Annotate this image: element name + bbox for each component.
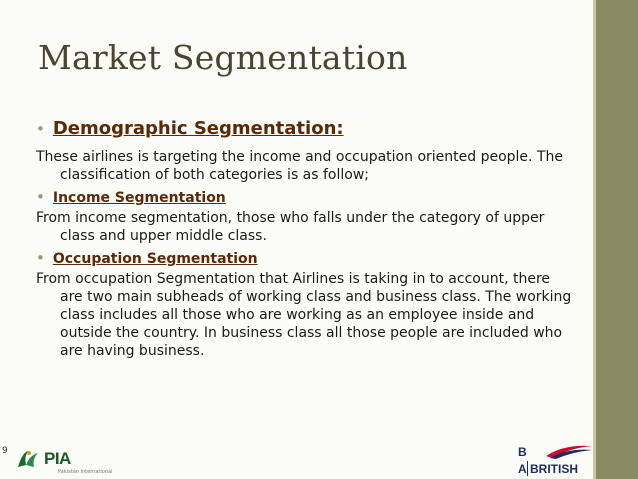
bullet-heading: Income Segmentation <box>52 190 226 206</box>
bullet-income <box>36 188 576 206</box>
right-decorative-bar <box>596 0 638 479</box>
slide-content <box>36 118 576 360</box>
slide-title: Market Segmentation <box>38 38 408 77</box>
ba-logo-text: BRITISH <box>530 462 578 476</box>
ba-logo-divider <box>527 461 528 476</box>
paragraph-occupation: From occupation Segmentation that Airlines is taking in to account, there are two main subheads of working class and business class. The working class includes all those who are working as an employee inside and outside the country. In business class all those people are included who are having business. <box>36 271 572 359</box>
ba-logo-letter-b: B <box>518 445 527 459</box>
bullet-occupation <box>36 249 576 267</box>
bullet-heading: Occupation Segmentation <box>52 251 258 267</box>
british-airways-logo <box>514 442 594 479</box>
bullet-dot-icon: • <box>36 120 45 138</box>
pia-logo-subtext: Pakistan International <box>58 469 113 475</box>
ba-logo-letter-a: A <box>518 462 527 476</box>
pia-emblem-icon <box>14 447 42 471</box>
paragraph-income: From income segmentation, those who falls under the category of upper class and upper middle class. <box>36 210 545 244</box>
pia-logo-text: PIA <box>44 449 71 468</box>
bullet-dot-icon: • <box>36 249 45 267</box>
bullet-dot-icon: • <box>36 188 45 206</box>
bullet-heading: Demographic Segmentation: <box>52 118 344 139</box>
ba-swoosh-icon <box>544 442 594 460</box>
bullet-demographic <box>36 118 576 139</box>
pia-logo <box>14 440 134 478</box>
slide-number: 9 <box>2 446 8 456</box>
paragraph-demographic: These airlines is targeting the income and occupation oriented people. The classification of both categories is as follow; <box>36 149 563 183</box>
